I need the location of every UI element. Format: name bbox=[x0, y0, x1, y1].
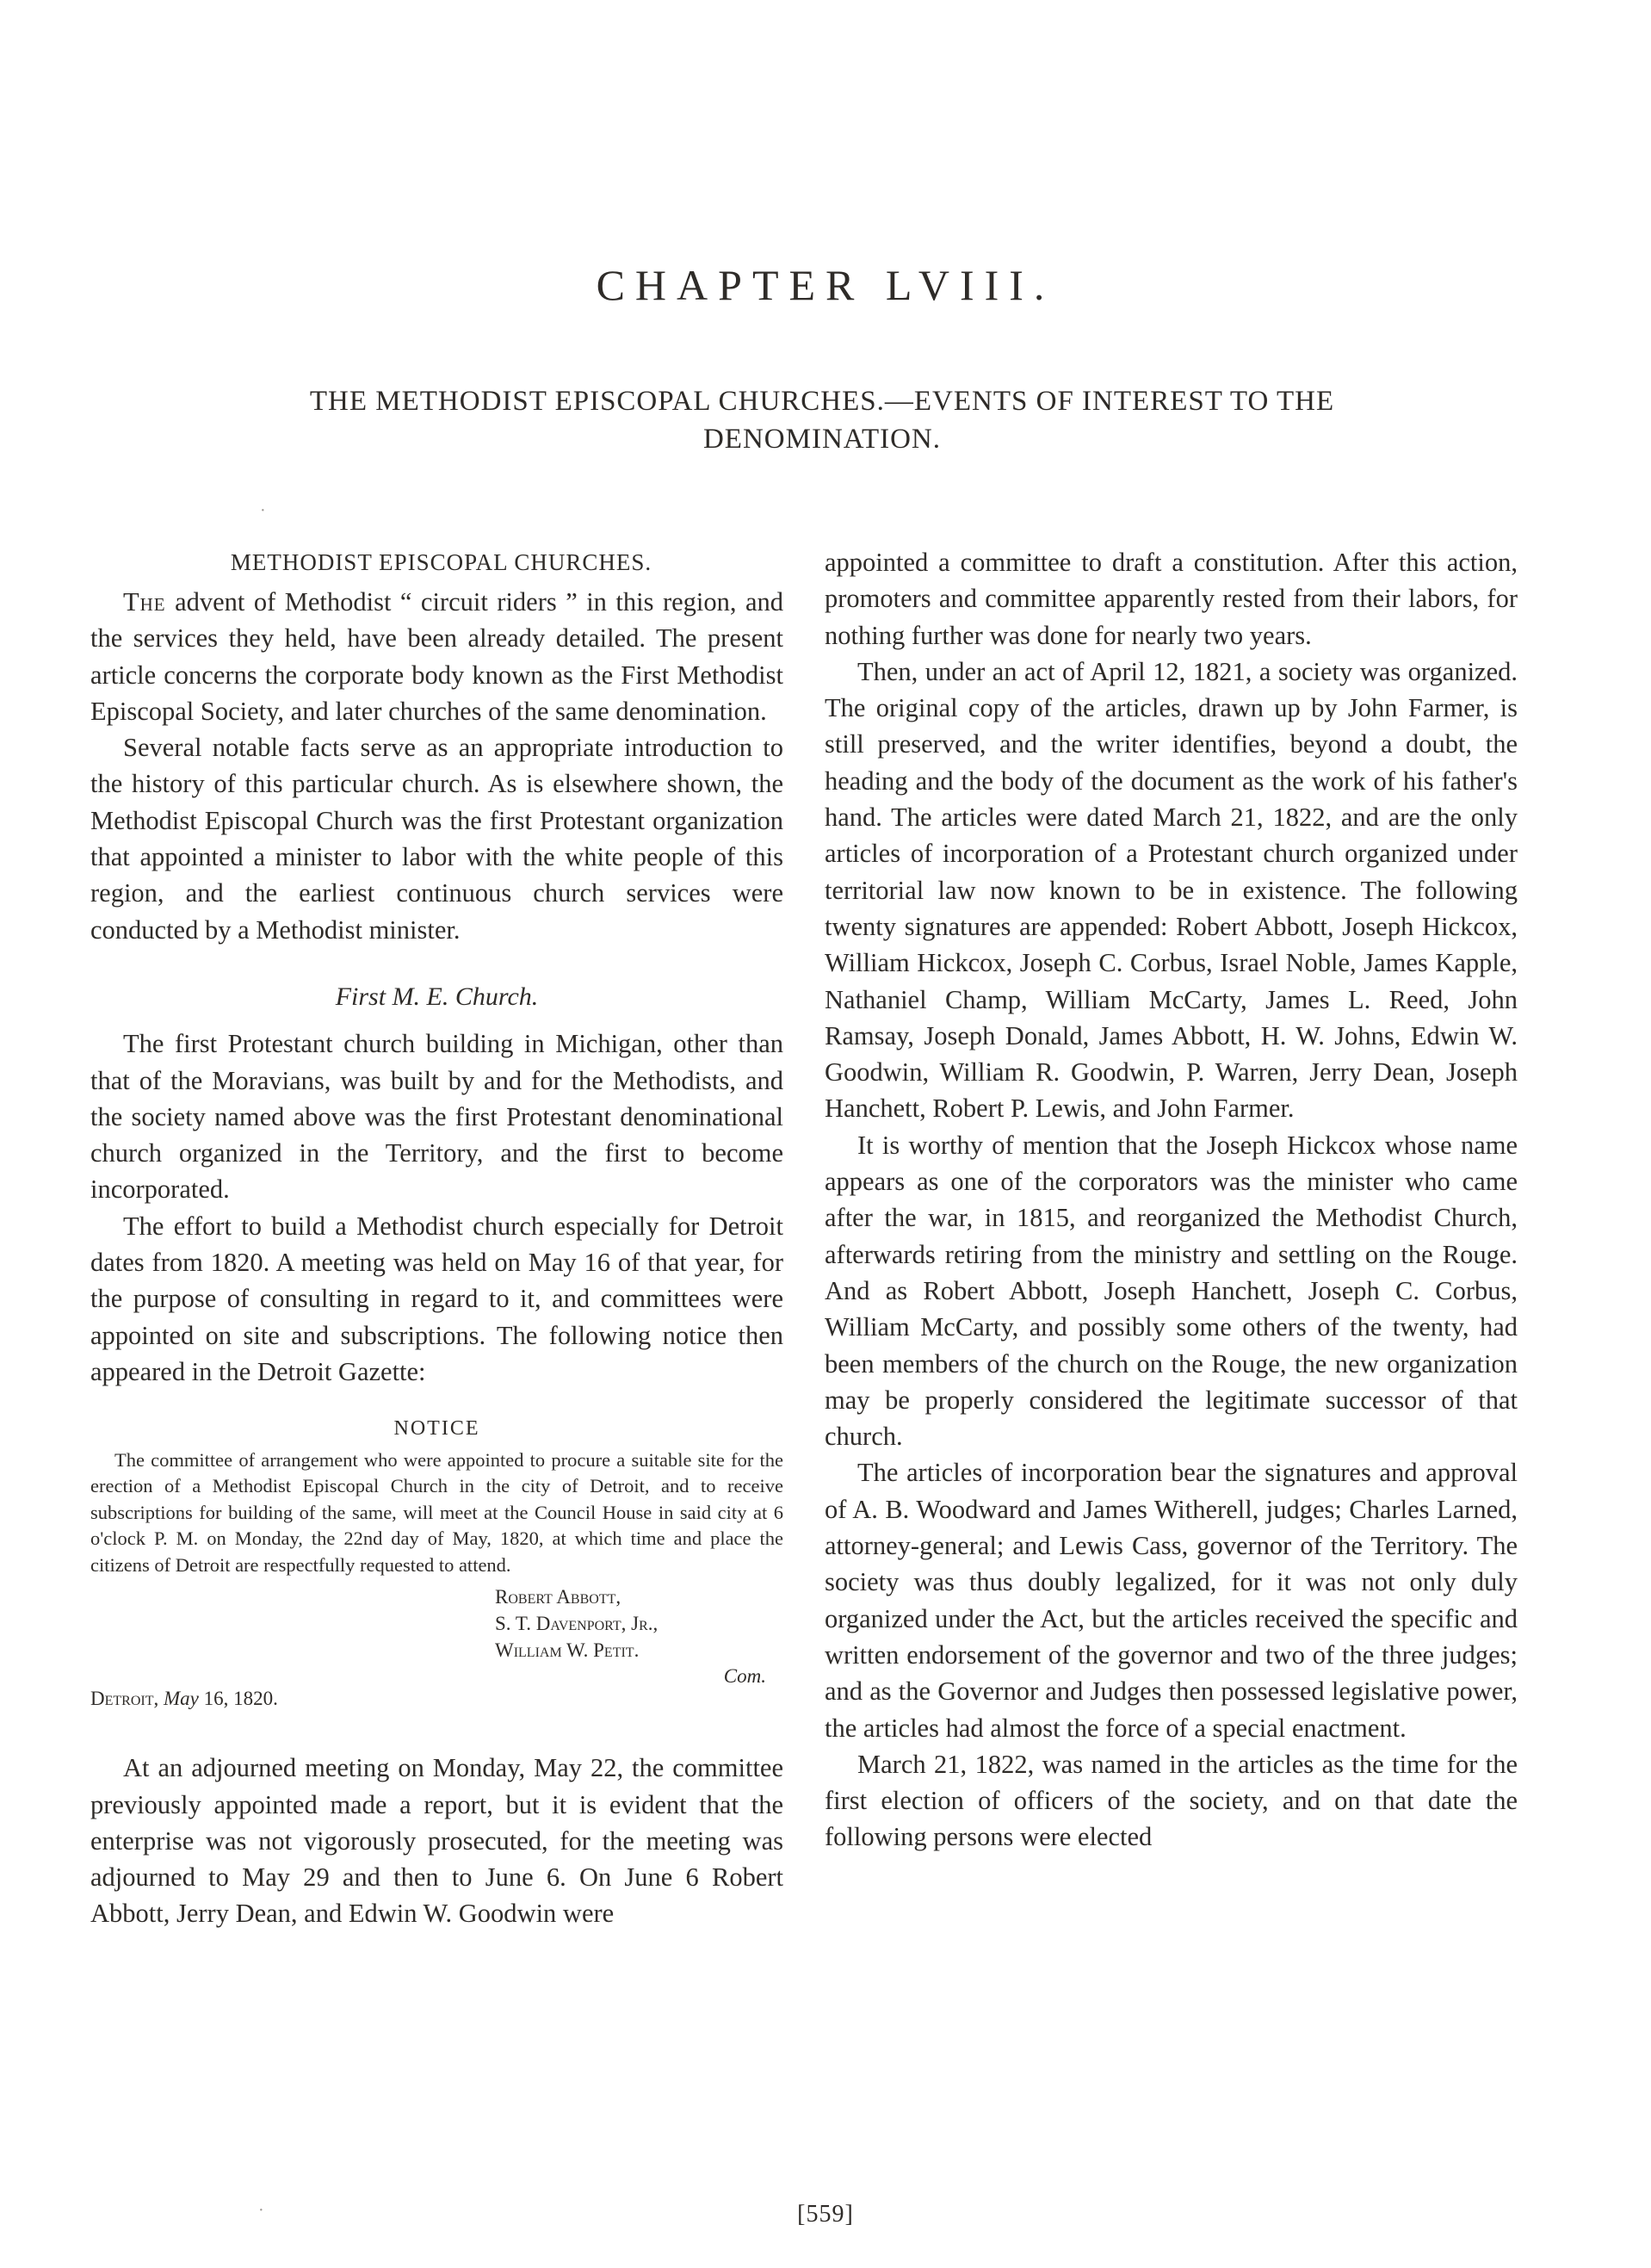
page-number: [559] bbox=[797, 2201, 854, 2228]
committee-abbrev: Com. bbox=[723, 1665, 766, 1688]
paragraph: The first Protestant church building in Michigan, other than that of the Moravians, was built by and for the Methodists, and the society named above was the first Protestant denominational church organized in the Territory, and the first to become incorporated. bbox=[90, 1029, 783, 1205]
print-speck: · bbox=[258, 2201, 264, 2220]
notice-place: Detroit, bbox=[90, 1688, 159, 1710]
paragraph: appointed a committee to draft a constitution. After this action, promoters and committee apparently rested from their labors, for nothing further was done for nearly two years. bbox=[825, 548, 1518, 650]
paragraph: Several notable facts serve as an appropriate introduction to the history of this particular church. As is elsewhere shown, the Methodist Episcopal Church was the first Protestant organization that appointed a minister to labor with the white people of this region, and the earliest continuous church services were conducted by a Methodist minister. bbox=[90, 733, 783, 945]
paragraph: The articles of incorporation bear the signatures and approval of A. B. Woodward and James Witherell, judges; Charles Larned, attorney-general; and Lewis Cass, governor of the Territory. The society was thus doubly legalized, for it was not only duly organized under the Act, but the articles received the specific and written endorsement of the governor and two of the three judges; and as the Governor and Judges then possessed legislative power, the articles had almost the force of a special enactment. bbox=[825, 1458, 1518, 1743]
print-speck: · bbox=[260, 501, 266, 520]
notice-month: May bbox=[164, 1688, 199, 1710]
left-column bbox=[90, 544, 783, 1932]
chapter-subtitle-line-2: DENOMINATION. bbox=[702, 424, 942, 455]
paragraph-text: advent of Methodist “ circuit riders ” in this region, and the services they held, have been already detailed. The present article concerns the corporate body known as the First Methodist Episcopal Society, and later churches of the same denomination. bbox=[90, 587, 783, 726]
right-column bbox=[825, 544, 1518, 1856]
notice-signatures bbox=[495, 1583, 783, 1664]
paragraph: The effort to build a Methodist church especially for Detroit dates from 1820. A meeting was held on May 16 of that year, for the purpose of consulting in regard to it, and committees were appointed on site and subscriptions. The following notice then appeared in the Detroit Gazette: bbox=[90, 1211, 783, 1386]
paragraph: It is worthy of mention that the Joseph Hickcox whose name appears as one of the corporators was the minister who came after the war, in 1815, and reorganized the Methodist Church, afterwards retiring from the ministry and settling on the Rouge. And as Robert Abbott, Joseph Hanchett, Joseph C. Corbus, William McCarty, and possibly some others of the twenty, had been members of the church on the Rouge, the new organization may be properly considered the legitimate successor of that church. bbox=[825, 1130, 1518, 1452]
notice-day-year: 16, 1820. bbox=[198, 1688, 278, 1710]
notice-dateline bbox=[90, 1664, 783, 1717]
chapter-title: CHAPTER LVIII. bbox=[596, 261, 1055, 309]
chapter-subtitle bbox=[146, 382, 1498, 458]
subsection-heading: First M. E. Church. bbox=[335, 982, 539, 1011]
notice-title: NOTICE bbox=[393, 1417, 480, 1441]
drop-word: The bbox=[123, 587, 166, 617]
notice-date bbox=[90, 1686, 278, 1713]
gazette-notice bbox=[90, 1416, 783, 1717]
section-heading: METHODIST EPISCOPAL CHURCHES. bbox=[230, 549, 652, 575]
signature-line: S. T. Davenport, Jr., bbox=[495, 1613, 659, 1635]
paragraph: March 21, 1822, was named in the articles as the time for the first election of officers of the society, and on that date the following persons were elected bbox=[825, 1749, 1518, 1852]
signature-line: William W. Petit. bbox=[495, 1639, 640, 1662]
chapter-subtitle-line-1: THE METHODIST EPISCOPAL CHURCHES.—EVENTS OF INTEREST TO THE bbox=[309, 386, 1335, 417]
paragraph: At an adjourned meeting on Monday, May 22, the committee previously appointed made a report, but it is evident that the enterprise was not vigorously prosecuted, for the meeting was adjourned to May 29 and then to June 6. On June 6 Robert Abbott, Jerry Dean, and Edwin W. Goodwin were bbox=[90, 1753, 783, 1929]
notice-body: The committee of arrangement who were appointed to procure a suitable site for the erection of a Methodist Episcopal Church in the city of Detroit, and to receive subscriptions for building of the same, will meet at the Council House in said city at 6 o'clock P. M. on Monday, the 22nd day of May, 1820, at which time and place the citizens of Detroit are respectfully requested to attend. bbox=[90, 1448, 783, 1576]
paragraph: Then, under an act of April 12, 1821, a society was organized. The original copy of the articles, drawn up by John Farmer, is still preserved, and the writer identifies, beyond a doubt, the heading and the body of the document as the work of his father's hand. The articles were dated March 21, 1822, and are the only articles of incorporation of a Protestant church organized under territorial law now known to be in existence. The following twenty signatures are appended: Robert Abbott, Joseph Hickcox, William Hickcox, Joseph C. Corbus, Israel Noble, James Kapple, Nathaniel Champ, William McCarty, James L. Reed, John Ramsay, Joseph Donald, James Abbott, H. W. Johns, Edwin W. Goodwin, William R. Goodwin, P. Warren, Jerry Dean, Joseph Hanchett, Robert P. Lewis, and John Farmer. bbox=[825, 656, 1518, 1124]
signature-line: Robert Abbott, bbox=[495, 1586, 621, 1608]
paragraph bbox=[90, 584, 783, 729]
